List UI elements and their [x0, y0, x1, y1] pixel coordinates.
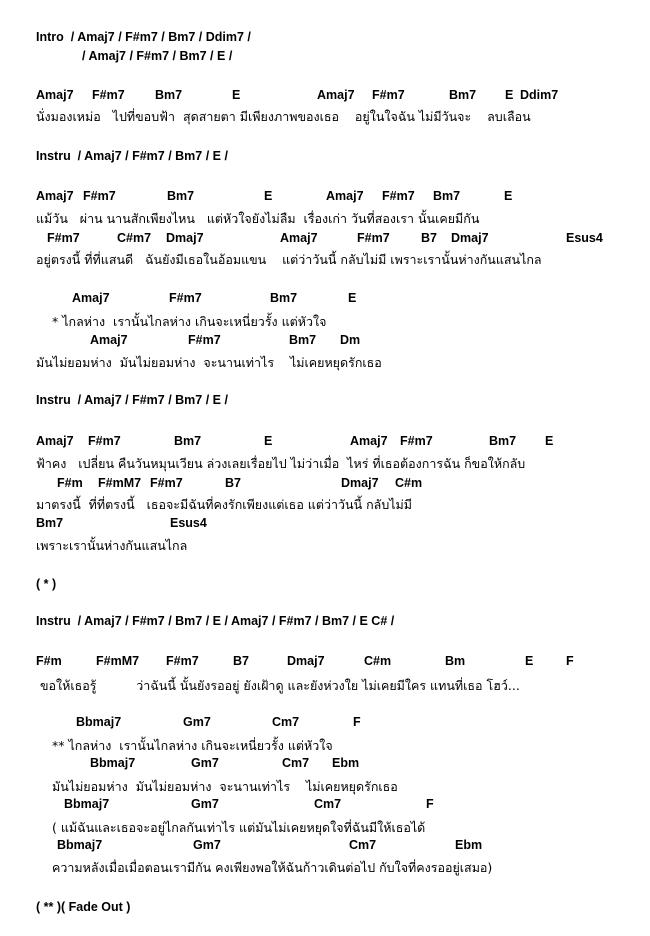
chord-label: Gm7 — [191, 797, 219, 811]
lyric-line: ขอให้เธอรู้ ว่าฉันนี้ นั้นยังรออยู่ ยังเฝ้าดู และยังห่วงใย ไม่เคยมีใคร แทนที่เธอ โฮว์... — [40, 678, 520, 693]
lyric-line: อยู่ตรงนี้ ที่ที่แสนดี ฉันยังมีเธอในอ้อมแขน แต่ว่าวันนี้ กลับไม่มี เพราะเรานั้นห่างกันแสนไกล — [36, 252, 542, 267]
lyric-line: แม้วัน ผ่าน นานสักเพียงไหน แต่หัวใจยังไม่ลืม เรื่องเก่า วันที่สองเรา นั้นเคยมีกัน — [36, 211, 480, 226]
chord-label: F#m7 — [83, 189, 116, 203]
chord-label: B7 — [225, 476, 241, 490]
chord-label: Amaj7 — [36, 189, 74, 203]
chord-label: F#m — [57, 476, 83, 490]
chord-label: E — [525, 654, 534, 668]
chord-label: Bm7 — [270, 291, 298, 305]
chord-label: Bm7 — [489, 434, 517, 448]
chord-label: Bbmaj7 — [57, 838, 103, 852]
chord-label: F#m — [36, 654, 62, 668]
chord-label: F#m7 — [88, 434, 121, 448]
section-heading: ( * ) — [36, 577, 57, 591]
chord-label: Dmaj7 — [341, 476, 379, 490]
chord-label: Cm7 — [272, 715, 300, 729]
chord-label: Bm7 — [449, 88, 477, 102]
chord-label: Bbmaj7 — [76, 715, 122, 729]
chord-label: F — [426, 797, 434, 811]
chord-label: Ebm — [332, 756, 360, 770]
chord-label: Amaj7 — [280, 231, 318, 245]
chord-label: F#m7 — [372, 88, 405, 102]
chord-label: C#m — [395, 476, 423, 490]
chord-label: Bm7 — [174, 434, 202, 448]
chord-label: Bm7 — [155, 88, 183, 102]
chord-label: Ebm — [455, 838, 483, 852]
chord-label: F#m7 — [188, 333, 221, 347]
chord-label: F#mM7 — [96, 654, 140, 668]
chord-label: Amaj7 — [350, 434, 388, 448]
chord-label: Amaj7 — [36, 434, 74, 448]
lyric-line: เพราะเรานั้นห่างกันแสนไกล — [36, 538, 188, 553]
section-heading: Instru / Amaj7 / F#m7 / Bm7 / E / Amaj7 / F#m7 / Bm7 / E C# / — [36, 614, 395, 628]
chord-label: C#m — [364, 654, 392, 668]
chord-label: E — [545, 434, 554, 448]
chord-label: E — [264, 189, 273, 203]
chord-label: E — [232, 88, 241, 102]
chord-label: Bm — [445, 654, 466, 668]
chord-label: Esus4 — [170, 516, 207, 530]
lyric-line: มันไม่ยอมห่าง มันไม่ยอมห่าง จะนานเท่าไร ไม่เคยหยุดรักเธอ — [36, 355, 382, 370]
lyric-line: * ไกลห่าง เรานั้นไกลห่าง เกินจะเหนี่ยวรั้ง แต่หัวใจ — [52, 314, 327, 329]
chord-label: Bm7 — [289, 333, 317, 347]
chord-label: C#m7 — [117, 231, 152, 245]
section-heading: Instru / Amaj7 / F#m7 / Bm7 / E / — [36, 393, 228, 407]
chord-label: F#mM7 — [98, 476, 142, 490]
lyric-line: มาตรงนี้ ที่ที่ตรงนี้ เธอจะมีฉันที่คงรักเพียงแต่เธอ แต่ว่าวันนี้ กลับไม่มี — [36, 497, 413, 512]
lyric-line: ** ไกลห่าง เรานั้นไกลห่าง เกินจะเหนี่ยวรั้ง แต่หัวใจ — [52, 738, 333, 753]
chord-label: Amaj7 — [317, 88, 355, 102]
chord-label: Gm7 — [183, 715, 211, 729]
chord-label: F#m7 — [150, 476, 183, 490]
section-heading: Intro / Amaj7 / F#m7 / Bm7 / Ddim7 / — [36, 30, 251, 44]
chord-label: F#m7 — [169, 291, 202, 305]
chord-label: Bm7 — [167, 189, 195, 203]
chord-label: Amaj7 — [90, 333, 128, 347]
chord-label: Cm7 — [314, 797, 342, 811]
chord-label: Dm — [340, 333, 361, 347]
chord-label: E — [264, 434, 273, 448]
chord-label: F#m7 — [92, 88, 125, 102]
chord-label: Amaj7 — [36, 88, 74, 102]
chord-label: Cm7 — [282, 756, 310, 770]
section-heading: Instru / Amaj7 / F#m7 / Bm7 / E / — [36, 149, 228, 163]
chord-label: Bm7 — [433, 189, 461, 203]
chord-label: B7 — [421, 231, 437, 245]
chord-label: Amaj7 — [326, 189, 364, 203]
section-heading: ( ** )( Fade Out ) — [36, 900, 131, 914]
chord-label: E — [505, 88, 514, 102]
lyric-line: ( แม้ฉันและเธอจะอยู่ไกลกันเท่าไร แต่มันไม่เคยหยุดใจที่ฉันมีให้เธอได้ — [52, 820, 426, 835]
lyric-line: มันไม่ยอมห่าง มันไม่ยอมห่าง จะนานเท่าไร ไม่เคยหยุดรักเธอ — [52, 779, 398, 794]
chord-label: E — [348, 291, 357, 305]
lyric-line: นั่งมองเหม่อ ไปที่ขอบฟ้า สุดสายตา มีเพียงภาพของเธอ อยู่ในใจฉัน ไม่มีวันจะ ลบเลือน — [36, 109, 531, 124]
chord-label: Gm7 — [193, 838, 221, 852]
chord-label: F#m7 — [382, 189, 415, 203]
chord-label: Bm7 — [36, 516, 64, 530]
chord-label: B7 — [233, 654, 249, 668]
chord-label: F — [353, 715, 361, 729]
chord-label: Bbmaj7 — [90, 756, 136, 770]
chord-label: F#m7 — [47, 231, 80, 245]
lyric-line: ความหลังเมื่อเมื่อตอนเรามีกัน คงเพียงพอให้ฉันก้าวเดินต่อไป กับใจที่คงรออยู่เสมอ) — [52, 860, 493, 875]
chord-label: Gm7 — [191, 756, 219, 770]
chord-label: Dmaj7 — [166, 231, 204, 245]
chord-label: Amaj7 — [72, 291, 110, 305]
chord-label: F#m7 — [400, 434, 433, 448]
chord-label: E — [504, 189, 513, 203]
section-heading: / Amaj7 / F#m7 / Bm7 / E / — [82, 49, 233, 63]
chord-label: Esus4 — [566, 231, 603, 245]
chord-label: Cm7 — [349, 838, 377, 852]
chord-label: Dmaj7 — [287, 654, 325, 668]
lyric-line: ฟ้าคง เปลี่ยน คืนวันหมุนเวียน ล่วงเลยเรื่อยไป ไม่ว่าเมื่อ ไหร่ ที่เธอต้องการฉัน ก็ขอให้กลับ — [36, 456, 526, 471]
chord-label: F#m7 — [357, 231, 390, 245]
chord-label: F#m7 — [166, 654, 199, 668]
chord-label: Dmaj7 — [451, 231, 489, 245]
chord-label: Ddim7 — [520, 88, 559, 102]
chord-label: Bbmaj7 — [64, 797, 110, 811]
chord-label: F — [566, 654, 574, 668]
